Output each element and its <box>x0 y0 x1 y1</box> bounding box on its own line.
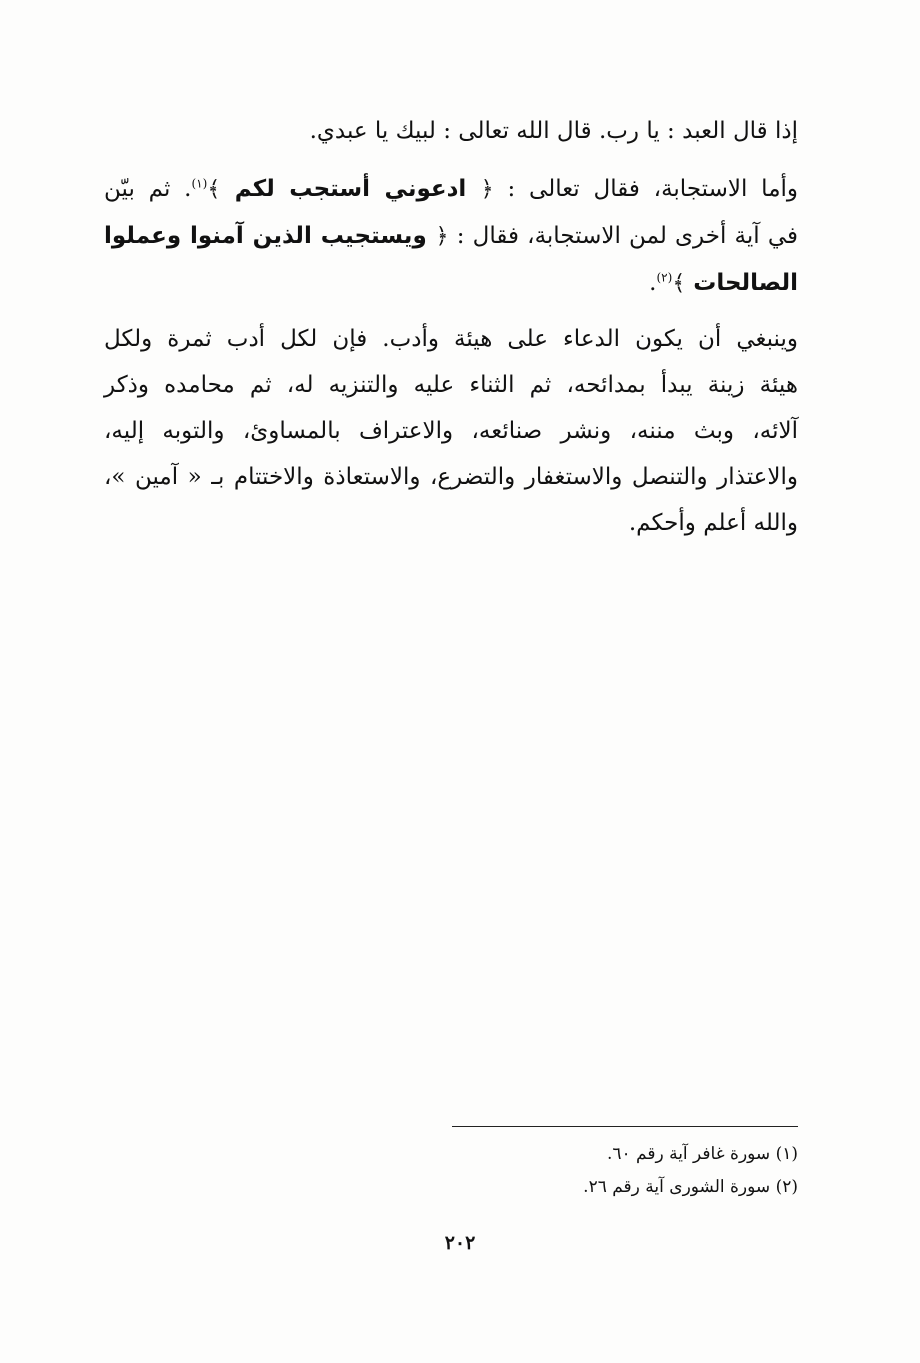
paragraph-line <box>104 260 798 307</box>
paragraph-line: والاعتذار والتنصل والاستغفار والتضرع، والاستعاذة والاختتام بـ « آمين »، <box>104 464 798 490</box>
footnote-item: (٢) سورة الشورى آية رقم ٢٦. <box>583 1177 798 1197</box>
paragraph-line: هيئة زينة يبدأ بمدائحه، ثم الثناء عليه والتنزيه له، ثم محامده وذكر <box>104 372 798 398</box>
quran-bracket-close: ﴾ <box>672 271 686 296</box>
quran-verse: ويستجيب الذين آمنوا وعملوا <box>104 223 436 249</box>
quran-verse: ادعوني أستجب لكم <box>220 176 481 202</box>
paragraph-1 <box>104 108 798 154</box>
page-number: ٢٠٢ <box>444 1232 476 1254</box>
text-run: وأما الاستجابة، فقال تعالى : <box>493 176 799 202</box>
footnotes <box>452 1138 798 1204</box>
paragraph-2 <box>104 166 798 307</box>
quran-bracket-open: ﴿ <box>435 224 449 249</box>
footnote-marker: (٢) <box>656 270 673 285</box>
paragraph-line: وينبغي أن يكون الدعاء على هيئة وأدب. فإن لكل أدب ثمرة ولكل <box>104 326 798 352</box>
text-run: في آية أخرى لمن الاستجابة، فقال : <box>448 223 798 249</box>
footnote-divider <box>452 1126 798 1127</box>
paragraph-line: والله أعلم وأحكم. <box>628 510 798 536</box>
text-run: . ثم بيّن <box>104 176 192 202</box>
quran-bracket-open: ﴿ <box>480 177 494 202</box>
paragraph-line <box>104 213 798 260</box>
quran-verse: الصالحات <box>685 270 798 296</box>
quran-bracket-close: ﴾ <box>207 177 221 202</box>
footnote-item: (١) سورة غافر آية رقم ٦٠. <box>606 1144 798 1164</box>
paragraph-line: آلائه، وبث مننه، ونشر صنائعه، والاعتراف بالمساوئ، والتوبه إليه، <box>104 418 798 444</box>
paragraph-3 <box>104 316 798 546</box>
paragraph-line <box>104 166 798 213</box>
paragraph-line: إذا قال العبد : يا رب. قال الله تعالى : لبيك يا عبدي. <box>309 118 798 144</box>
text-run: . <box>649 270 657 296</box>
footnote-marker: (١) <box>191 176 208 191</box>
